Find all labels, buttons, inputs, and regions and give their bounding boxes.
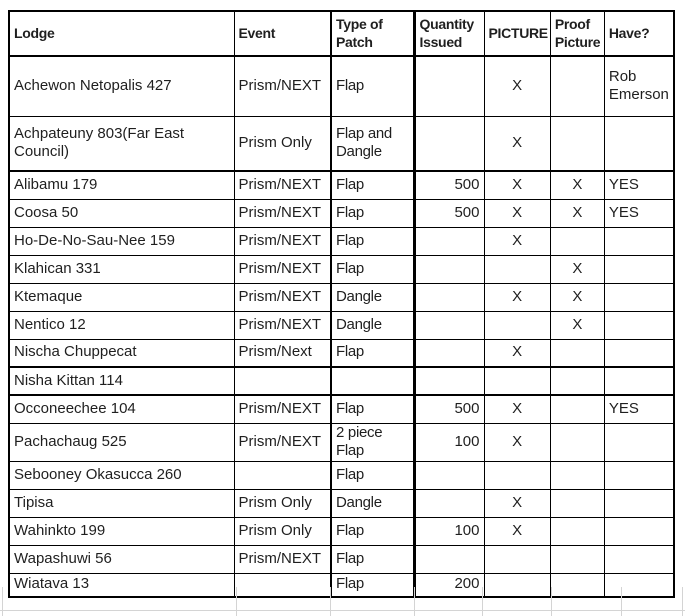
cell-patch-type[interactable]: Flap	[331, 339, 414, 367]
cell-quantity[interactable]	[414, 367, 484, 395]
gridline	[551, 587, 552, 616]
cell-have[interactable]: YES	[604, 199, 674, 227]
table-row	[9, 255, 674, 283]
cell-quantity[interactable]: 100	[414, 518, 484, 546]
cell-event[interactable]: Prism/NEXT	[234, 199, 331, 227]
table-header	[9, 11, 674, 56]
cell-proof-mark[interactable]	[550, 546, 604, 574]
cell-patch-type[interactable]: Flap	[331, 574, 414, 597]
gridline	[482, 587, 483, 616]
table-row	[9, 490, 674, 518]
cell-quantity[interactable]	[414, 546, 484, 574]
cell-have[interactable]	[604, 546, 674, 574]
cell-patch-type[interactable]: Dangle	[331, 490, 414, 518]
cell-lodge[interactable]: Achewon Netopalis 427	[9, 56, 234, 116]
cell-event[interactable]: Prism/NEXT	[234, 311, 331, 339]
table-row	[9, 116, 674, 171]
table-row	[9, 339, 674, 367]
cell-event[interactable]	[234, 462, 331, 490]
cell-quantity[interactable]	[414, 255, 484, 283]
gridline	[0, 610, 685, 611]
column-header-quantity[interactable]: Quantity Issued	[414, 11, 484, 56]
patch-inventory-table	[8, 10, 675, 598]
cell-lodge[interactable]: Wapashuwi 56	[9, 546, 234, 574]
cell-have[interactable]	[604, 255, 674, 283]
cell-picture-mark[interactable]: X	[484, 171, 550, 199]
cell-picture-mark[interactable]: X	[484, 227, 550, 255]
cell-event[interactable]: Prism/NEXT	[234, 56, 331, 116]
cell-have[interactable]	[604, 116, 674, 171]
table-row	[9, 574, 674, 597]
cell-lodge[interactable]: Occoneechee 104	[9, 395, 234, 423]
cell-proof-mark[interactable]	[550, 227, 604, 255]
cell-event[interactable]: Prism/NEXT	[234, 423, 331, 462]
cell-patch-type[interactable]: Dangle	[331, 311, 414, 339]
cell-lodge[interactable]: Klahican 331	[9, 255, 234, 283]
column-header-event[interactable]: Event	[234, 11, 331, 56]
cell-picture-mark[interactable]: X	[484, 395, 550, 423]
cell-event[interactable]: Prism/NEXT	[234, 227, 331, 255]
cell-proof-mark[interactable]: X	[550, 255, 604, 283]
table-row	[9, 311, 674, 339]
table-row	[9, 518, 674, 546]
cell-proof-mark[interactable]: X	[550, 283, 604, 311]
table-row	[9, 199, 674, 227]
column-header-patch-type[interactable]: Type of Patch	[331, 11, 414, 56]
gridline	[236, 587, 237, 616]
table-row	[9, 227, 674, 255]
cell-patch-type[interactable]: Flap	[331, 518, 414, 546]
cell-picture-mark[interactable]	[484, 574, 550, 597]
cell-proof-mark[interactable]	[550, 574, 604, 597]
gridline	[682, 587, 683, 616]
cell-proof-mark[interactable]	[550, 423, 604, 462]
cell-patch-type[interactable]: Flap	[331, 255, 414, 283]
cell-quantity[interactable]: 500	[414, 199, 484, 227]
cell-lodge[interactable]: Wiatava 13	[9, 574, 234, 597]
cell-picture-mark[interactable]	[484, 311, 550, 339]
cell-patch-type[interactable]: Flap	[331, 395, 414, 423]
cell-have[interactable]: YES	[604, 395, 674, 423]
cell-event[interactable]: Prism Only	[234, 518, 331, 546]
gridline	[414, 587, 415, 616]
cell-picture-mark[interactable]	[484, 462, 550, 490]
cell-lodge[interactable]: Sebooney Okasucca 260	[9, 462, 234, 490]
cell-lodge[interactable]: Wahinkto 199	[9, 518, 234, 546]
cell-have[interactable]	[604, 462, 674, 490]
cell-quantity[interactable]: 200	[414, 574, 484, 597]
cell-picture-mark[interactable]: X	[484, 518, 550, 546]
cell-patch-type[interactable]: Flap	[331, 199, 414, 227]
table-row	[9, 367, 674, 395]
cell-proof-mark[interactable]: X	[550, 199, 604, 227]
table-row	[9, 462, 674, 490]
cell-picture-mark[interactable]	[484, 546, 550, 574]
cell-proof-mark[interactable]	[550, 518, 604, 546]
cell-picture-mark[interactable]: X	[484, 423, 550, 462]
cell-picture-mark[interactable]	[484, 367, 550, 395]
cell-have[interactable]	[604, 518, 674, 546]
gridline	[2, 587, 3, 616]
cell-patch-type[interactable]: Flap	[331, 56, 414, 116]
cell-patch-type[interactable]: 2 piece Flap	[331, 423, 414, 462]
cell-event[interactable]: Prism/Next	[234, 339, 331, 367]
cell-have[interactable]	[604, 423, 674, 462]
cell-have[interactable]	[604, 367, 674, 395]
cell-have[interactable]	[604, 283, 674, 311]
cell-quantity[interactable]	[414, 56, 484, 116]
cell-quantity[interactable]: 500	[414, 395, 484, 423]
cell-lodge[interactable]: Ktemaque	[9, 283, 234, 311]
cell-patch-type[interactable]: Dangle	[331, 283, 414, 311]
cell-have[interactable]	[604, 574, 674, 597]
cell-picture-mark[interactable]: X	[484, 283, 550, 311]
cell-have[interactable]: Rob Emerson	[604, 56, 674, 116]
cell-lodge[interactable]: Tipisa	[9, 490, 234, 518]
cell-event[interactable]: Prism/NEXT	[234, 283, 331, 311]
cell-quantity[interactable]	[414, 283, 484, 311]
table-row	[9, 56, 674, 116]
cell-patch-type[interactable]: Flap and Dangle	[331, 116, 414, 171]
cell-picture-mark[interactable]	[484, 255, 550, 283]
gridline	[621, 587, 622, 616]
cell-proof-mark[interactable]	[550, 462, 604, 490]
table-row	[9, 395, 674, 423]
table-row	[9, 423, 674, 462]
cell-picture-mark[interactable]: X	[484, 490, 550, 518]
cell-event[interactable]	[234, 574, 331, 597]
cell-quantity[interactable]: 500	[414, 171, 484, 199]
cell-patch-type[interactable]: Flap	[331, 546, 414, 574]
gridline	[330, 587, 331, 616]
cell-quantity[interactable]: 100	[414, 423, 484, 462]
cell-picture-mark[interactable]: X	[484, 116, 550, 171]
cell-proof-mark[interactable]	[550, 490, 604, 518]
cell-lodge[interactable]: Ho-De-No-Sau-Nee 159	[9, 227, 234, 255]
cell-patch-type[interactable]: Flap	[331, 462, 414, 490]
cell-event[interactable]: Prism Only	[234, 490, 331, 518]
cell-quantity[interactable]	[414, 490, 484, 518]
cell-proof-mark[interactable]: X	[550, 311, 604, 339]
cell-quantity[interactable]	[414, 311, 484, 339]
table-row	[9, 546, 674, 574]
cell-have[interactable]: YES	[604, 171, 674, 199]
cell-have[interactable]	[604, 339, 674, 367]
cell-event[interactable]: Prism/NEXT	[234, 546, 331, 574]
cell-proof-mark[interactable]	[550, 395, 604, 423]
cell-quantity[interactable]	[414, 339, 484, 367]
cell-quantity[interactable]	[414, 462, 484, 490]
column-header-proof[interactable]: Proof Picture	[550, 11, 604, 56]
header-row	[9, 11, 674, 56]
cell-have[interactable]	[604, 311, 674, 339]
cell-lodge[interactable]: Nisha Kittan 114	[9, 367, 234, 395]
table-row	[9, 283, 674, 311]
cell-lodge[interactable]: Alibamu 179	[9, 171, 234, 199]
cell-lodge[interactable]: Achpateuny 803(Far East Council)	[9, 116, 234, 171]
cell-event[interactable]: Prism/NEXT	[234, 395, 331, 423]
cell-lodge[interactable]: Pachachaug 525	[9, 423, 234, 462]
cell-lodge[interactable]: Nentico 12	[9, 311, 234, 339]
cell-patch-type[interactable]: Flap	[331, 171, 414, 199]
table-body	[9, 56, 674, 597]
cell-patch-type[interactable]: Flap	[331, 227, 414, 255]
cell-event[interactable]: Prism/NEXT	[234, 171, 331, 199]
cell-quantity[interactable]	[414, 227, 484, 255]
cell-picture-mark[interactable]: X	[484, 199, 550, 227]
cell-proof-mark[interactable]: X	[550, 171, 604, 199]
cell-lodge[interactable]: Nischa Chuppecat	[9, 339, 234, 367]
cell-event[interactable]	[234, 367, 331, 395]
cell-event[interactable]: Prism Only	[234, 116, 331, 171]
cell-event[interactable]: Prism/NEXT	[234, 255, 331, 283]
cell-quantity[interactable]	[414, 116, 484, 171]
cell-picture-mark[interactable]: X	[484, 339, 550, 367]
cell-proof-mark[interactable]	[550, 56, 604, 116]
cell-proof-mark[interactable]	[550, 367, 604, 395]
column-header-picture[interactable]: PICTURE	[484, 11, 550, 56]
column-header-have[interactable]: Have?	[604, 11, 674, 56]
cell-picture-mark[interactable]: X	[484, 56, 550, 116]
cell-proof-mark[interactable]	[550, 339, 604, 367]
cell-have[interactable]	[604, 490, 674, 518]
cell-have[interactable]	[604, 227, 674, 255]
cell-proof-mark[interactable]	[550, 116, 604, 171]
table-row	[9, 171, 674, 199]
cell-lodge[interactable]: Coosa 50	[9, 199, 234, 227]
cell-patch-type[interactable]	[331, 367, 414, 395]
column-header-lodge[interactable]: Lodge	[9, 11, 234, 56]
